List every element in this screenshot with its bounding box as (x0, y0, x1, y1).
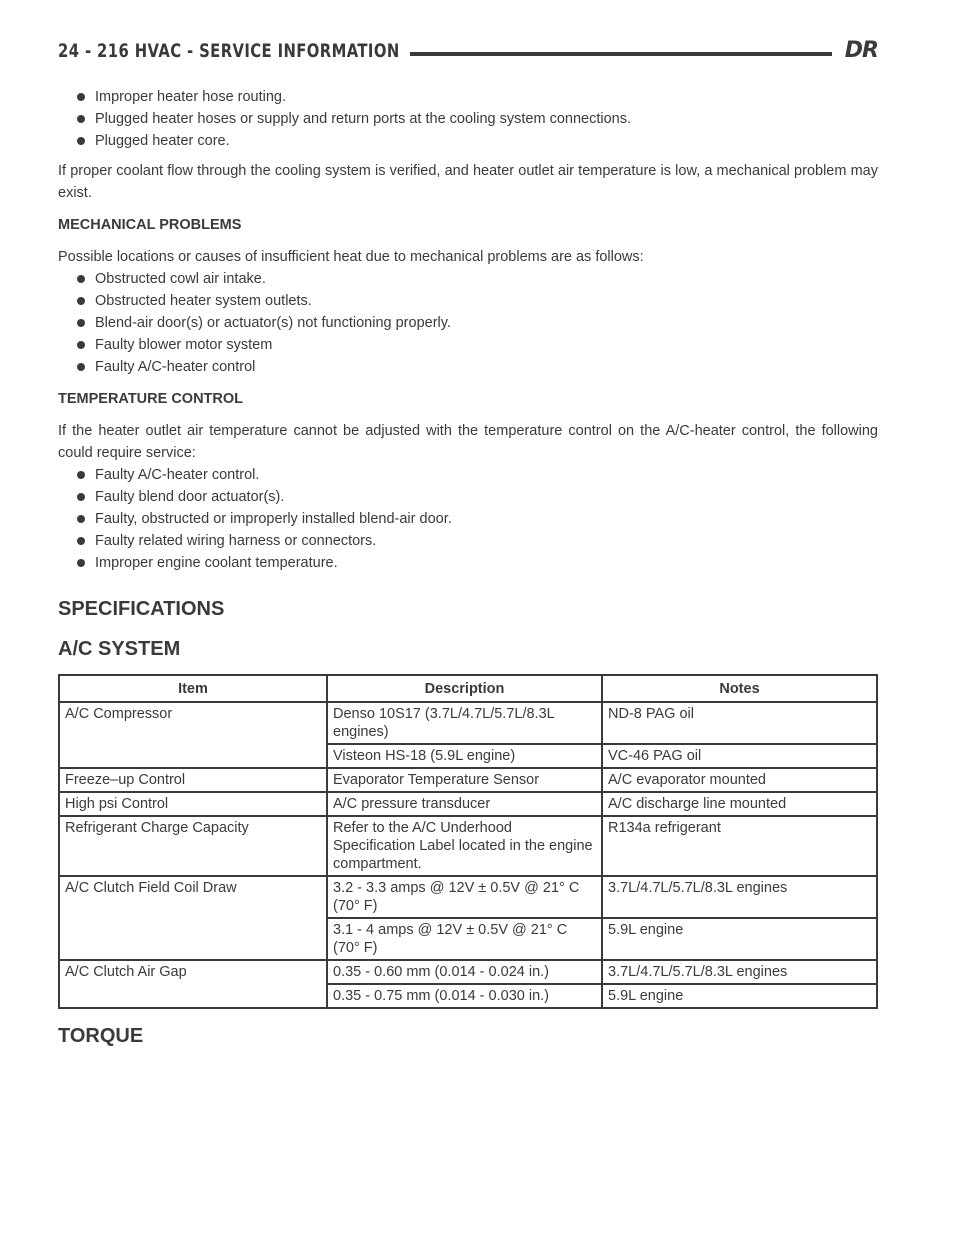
table-cell: Refrigerant Charge Capacity (59, 816, 327, 876)
list-item: Improper engine coolant temperature. (58, 552, 878, 574)
table-row (59, 918, 877, 960)
table-cell: 3.1 - 4 amps @ 12V ± 0.5V @ 21° C (70° F) (327, 918, 602, 960)
table-cell: Refer to the A/C Underhood Specification Label located in the engine compartment. (327, 816, 602, 876)
table-cell: A/C discharge line mounted (602, 792, 877, 816)
header-rule (410, 52, 832, 56)
list-item: Faulty blend door actuator(s). (58, 486, 878, 508)
subheading-temperature-control: TEMPERATURE CONTROL (58, 391, 244, 407)
heading-specifications: SPECIFICATIONS (58, 598, 225, 620)
table-cell: ND-8 PAG oil (602, 702, 877, 744)
table-cell: 5.9L engine (602, 984, 877, 1008)
table-cell: 3.7L/4.7L/5.7L/8.3L engines (602, 876, 877, 918)
causes-list (58, 86, 878, 152)
list-item: Faulty A/C-heater control. (58, 464, 878, 486)
table-cell: A/C evaporator mounted (602, 768, 877, 792)
list-item: Faulty A/C-heater control (58, 356, 878, 378)
table-cell (59, 984, 327, 1008)
table-cell: 0.35 - 0.60 mm (0.014 - 0.024 in.) (327, 960, 602, 984)
table-cell (59, 918, 327, 960)
table-cell: A/C pressure transducer (327, 792, 602, 816)
table-cell: 3.7L/4.7L/5.7L/8.3L engines (602, 960, 877, 984)
mechanical-list (58, 268, 878, 378)
table-cell (59, 744, 327, 768)
table-cell: High psi Control (59, 792, 327, 816)
list-item: Obstructed heater system outlets. (58, 290, 878, 312)
table-cell: R134a refrigerant (602, 816, 877, 876)
table-row (59, 984, 877, 1008)
section-code: DR (844, 38, 878, 63)
page-header (58, 40, 878, 70)
table-header-row (59, 675, 877, 702)
table-cell: A/C Clutch Field Coil Draw (59, 876, 327, 918)
table-cell: A/C Clutch Air Gap (59, 960, 327, 984)
table-row (59, 702, 877, 744)
table-cell: 5.9L engine (602, 918, 877, 960)
table-row (59, 816, 877, 876)
table-row (59, 960, 877, 984)
column-header: Notes (602, 675, 877, 702)
paragraph: Possible locations or causes of insufficient heat due to mechanical problems are as follows: (58, 249, 644, 265)
page-content (58, 86, 878, 1049)
list-item: Plugged heater core. (58, 130, 878, 152)
heading-ac-system: A/C SYSTEM (58, 638, 181, 660)
column-header: Description (327, 675, 602, 702)
heading-torque: TORQUE (58, 1025, 144, 1047)
table-cell: Visteon HS-18 (5.9L engine) (327, 744, 602, 768)
list-item: Faulty related wiring harness or connectors. (58, 530, 878, 552)
subheading-mechanical-problems: MECHANICAL PROBLEMS (58, 217, 242, 233)
table-cell: Denso 10S17 (3.7L/4.7L/5.7L/8.3L engines) (327, 702, 602, 744)
page-number-title: 24 - 216 HVAC - SERVICE INFORMATION (58, 40, 400, 62)
temperature-list (58, 464, 878, 574)
list-item: Faulty blower motor system (58, 334, 878, 356)
table-cell: Freeze–up Control (59, 768, 327, 792)
paragraph: If proper coolant flow through the cooling system is verified, and heater outlet air temperature is low, a mechanical problem may exist. (58, 163, 878, 201)
table-cell: A/C Compressor (59, 702, 327, 744)
ac-system-table (58, 674, 878, 1009)
list-item: Blend-air door(s) or actuator(s) not functioning properly. (58, 312, 878, 334)
table-cell: VC-46 PAG oil (602, 744, 877, 768)
table-row (59, 792, 877, 816)
paragraph: If the heater outlet air temperature cannot be adjusted with the temperature control on the A/C-heater control, the following could require service: (58, 423, 878, 461)
table-cell: Evaporator Temperature Sensor (327, 768, 602, 792)
list-item: Improper heater hose routing. (58, 86, 878, 108)
table-cell: 3.2 - 3.3 amps @ 12V ± 0.5V @ 21° C (70° F) (327, 876, 602, 918)
table-row (59, 876, 877, 918)
list-item: Faulty, obstructed or improperly installed blend-air door. (58, 508, 878, 530)
table-cell: 0.35 - 0.75 mm (0.014 - 0.030 in.) (327, 984, 602, 1008)
list-item: Obstructed cowl air intake. (58, 268, 878, 290)
list-item: Plugged heater hoses or supply and return ports at the cooling system connections. (58, 108, 878, 130)
column-header: Item (59, 675, 327, 702)
table-row (59, 744, 877, 768)
table-row (59, 768, 877, 792)
